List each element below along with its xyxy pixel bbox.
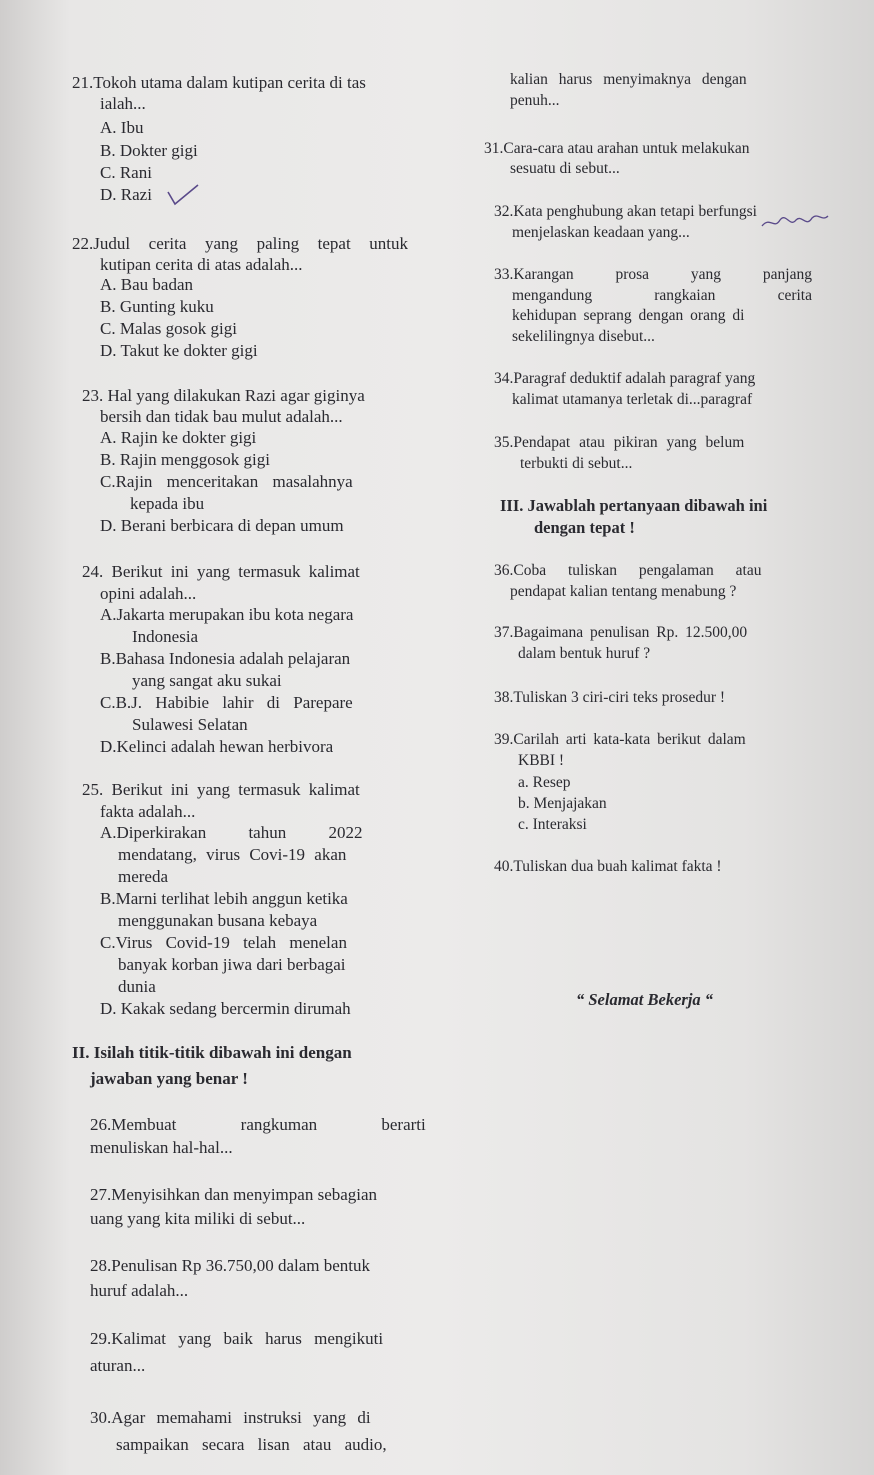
q28-line-2: huruf adalah... (90, 1281, 189, 1300)
q29-line-2: aturan... (90, 1356, 146, 1375)
q22-stem-1: 22.Judul cerita yang paling tepat untuk (72, 234, 408, 253)
q22-stem-2: kutipan cerita di atas adalah... (100, 255, 303, 274)
q24-option-a-cont: Indonesia (132, 627, 199, 646)
q31-line-2: sesuatu di sebut... (510, 160, 620, 177)
q22-option-c: C. Malas gosok gigi (100, 319, 237, 338)
q24-stem-2: opini adalah... (100, 584, 197, 603)
q24-option-a: A.Jakarta merupakan ibu kota negara (100, 605, 354, 624)
q22-option-b: B. Gunting kuku (100, 297, 214, 316)
q24-option-d: D.Kelinci adalah hewan herbivora (100, 737, 334, 756)
q23-option-c: C.Rajin menceritakan masalahnya (100, 472, 353, 491)
q24-option-c-cont: Sulawesi Selatan (132, 715, 248, 734)
q29-line-1: 29.Kalimat yang baik harus mengikuti (90, 1329, 384, 1348)
q23-stem-1: 23. Hal yang dilakukan Razi agar giginya (82, 386, 365, 405)
q25-option-c-cont: banyak korban jiwa dari berbagai (118, 955, 346, 974)
q23-option-b: B. Rajin menggosok gigi (100, 450, 270, 469)
q30-continued-1: kalian harus menyimaknya dengan (510, 71, 747, 88)
q25-stem-2: fakta adalah... (100, 802, 196, 821)
handwriting-scribble-icon (760, 208, 830, 234)
q35-line-1: 35.Pendapat atau pikiran yang belum (494, 434, 745, 451)
q30-line-1: 30.Agar memahami instruksi yang di (90, 1408, 371, 1427)
q25-option-a: A.Diperkirakan tahun 2022 (100, 823, 363, 842)
q25-option-a-cont2: mereda (118, 867, 169, 886)
checkmark-icon (165, 182, 201, 208)
q37-line-2: dalam bentuk huruf ? (518, 645, 651, 662)
q34-line-1: 34.Paragraf deduktif adalah paragraf yang (494, 370, 756, 387)
section-2-heading-2: jawaban yang benar ! (90, 1069, 248, 1088)
q33-line-1: 33.Karangan prosa yang panjang (494, 266, 812, 283)
q39-line-2: KBBI ! (518, 752, 565, 769)
q24-option-c: C.B.J. Habibie lahir di Parepare (100, 693, 353, 712)
q32-line-2: menjelaskan keadaan yang... (512, 224, 690, 241)
q39-item-a: a. Resep (518, 774, 571, 791)
q40: 40.Tuliskan dua buah kalimat fakta ! (494, 858, 722, 875)
q23-stem-2: bersih dan tidak bau mulut adalah... (100, 407, 343, 426)
q33-line-4: sekelilingnya disebut... (512, 328, 655, 345)
q21-option-d: D. Razi (100, 185, 152, 204)
q36-line-2: pendapat kalian tentang menabung ? (510, 583, 737, 600)
q27-line-1: 27.Menyisihkan dan menyimpan sebagian (90, 1185, 378, 1204)
section-3-heading-1: III. Jawablah pertanyaan dibawah ini (500, 496, 768, 515)
q21-stem-1: 21.Tokoh utama dalam kutipan cerita di tas (72, 73, 366, 92)
q24-option-b-cont: yang sangat aku sukai (132, 671, 282, 690)
q39-item-c: c. Interaksi (518, 816, 587, 833)
q37-line-1: 37.Bagaimana penulisan Rp. 12.500,00 (494, 624, 748, 641)
q38: 38.Tuliskan 3 ciri-ciri teks prosedur ! (494, 689, 726, 706)
q25-option-b: B.Marni terlihat lebih anggun ketika (100, 889, 348, 908)
q26-line-2: menuliskan hal-hal... (90, 1138, 233, 1157)
q24-stem-1: 24. Berikut ini yang termasuk kalimat (82, 562, 360, 581)
q33-line-2: mengandung rangkaian cerita (512, 287, 812, 304)
q30-continued-2: penuh... (510, 92, 560, 109)
q39-line-1: 39.Carilah arti kata-kata berikut dalam (494, 731, 746, 748)
q32-line-1: 32.Kata penghubung akan tetapi berfungsi (494, 203, 757, 220)
q25-option-d: D. Kakak sedang bercermin dirumah (100, 999, 351, 1018)
q33-line-3: kehidupan seprang dengan orang di (512, 307, 745, 324)
q22-option-a: A. Bau badan (100, 275, 194, 294)
q23-option-c-cont: kepada ibu (130, 494, 205, 513)
section-2-heading-1: II. Isilah titik-titik dibawah ini dengan (72, 1043, 352, 1062)
q25-option-c-cont2: dunia (118, 977, 156, 996)
q21-option-a: A. Ibu (100, 118, 144, 137)
section-3-heading-2: dengan tepat ! (534, 518, 635, 537)
q25-option-a-cont: mendatang, virus Covi-19 akan (118, 845, 347, 864)
q21-stem-2: ialah... (100, 94, 146, 113)
q22-option-d: D. Takut ke dokter gigi (100, 341, 258, 360)
q25-option-c: C.Virus Covid-19 telah menelan (100, 933, 347, 952)
q36-line-1: 36.Coba tuliskan pengalaman atau (494, 562, 762, 579)
q30-line-2: sampaikan secara lisan atau audio, (116, 1435, 387, 1454)
q21-option-b: B. Dokter gigi (100, 141, 198, 160)
q28-line-1: 28.Penulisan Rp 36.750,00 dalam bentuk (90, 1256, 371, 1275)
closing-note: “ Selamat Bekerja “ (576, 990, 714, 1009)
q27-line-2: uang yang kita miliki di sebut... (90, 1209, 306, 1228)
q21-option-c: C. Rani (100, 163, 152, 182)
q39-item-b: b. Menjajakan (518, 795, 607, 812)
q34-line-2: kalimat utamanya terletak di...paragraf (512, 391, 753, 408)
q31-line-1: 31.Cara-cara atau arahan untuk melakukan (484, 140, 750, 157)
q26-line-1: 26.Membuat rangkuman berarti (90, 1115, 426, 1134)
q35-line-2: terbukti di sebut... (520, 455, 633, 472)
q23-option-a: A. Rajin ke dokter gigi (100, 428, 257, 447)
q24-option-b: B.Bahasa Indonesia adalah pelajaran (100, 649, 351, 668)
q23-option-d: D. Berani berbicara di depan umum (100, 516, 344, 535)
q25-option-b-cont: menggunakan busana kebaya (118, 911, 318, 930)
q25-stem-1: 25. Berikut ini yang termasuk kalimat (82, 780, 360, 799)
